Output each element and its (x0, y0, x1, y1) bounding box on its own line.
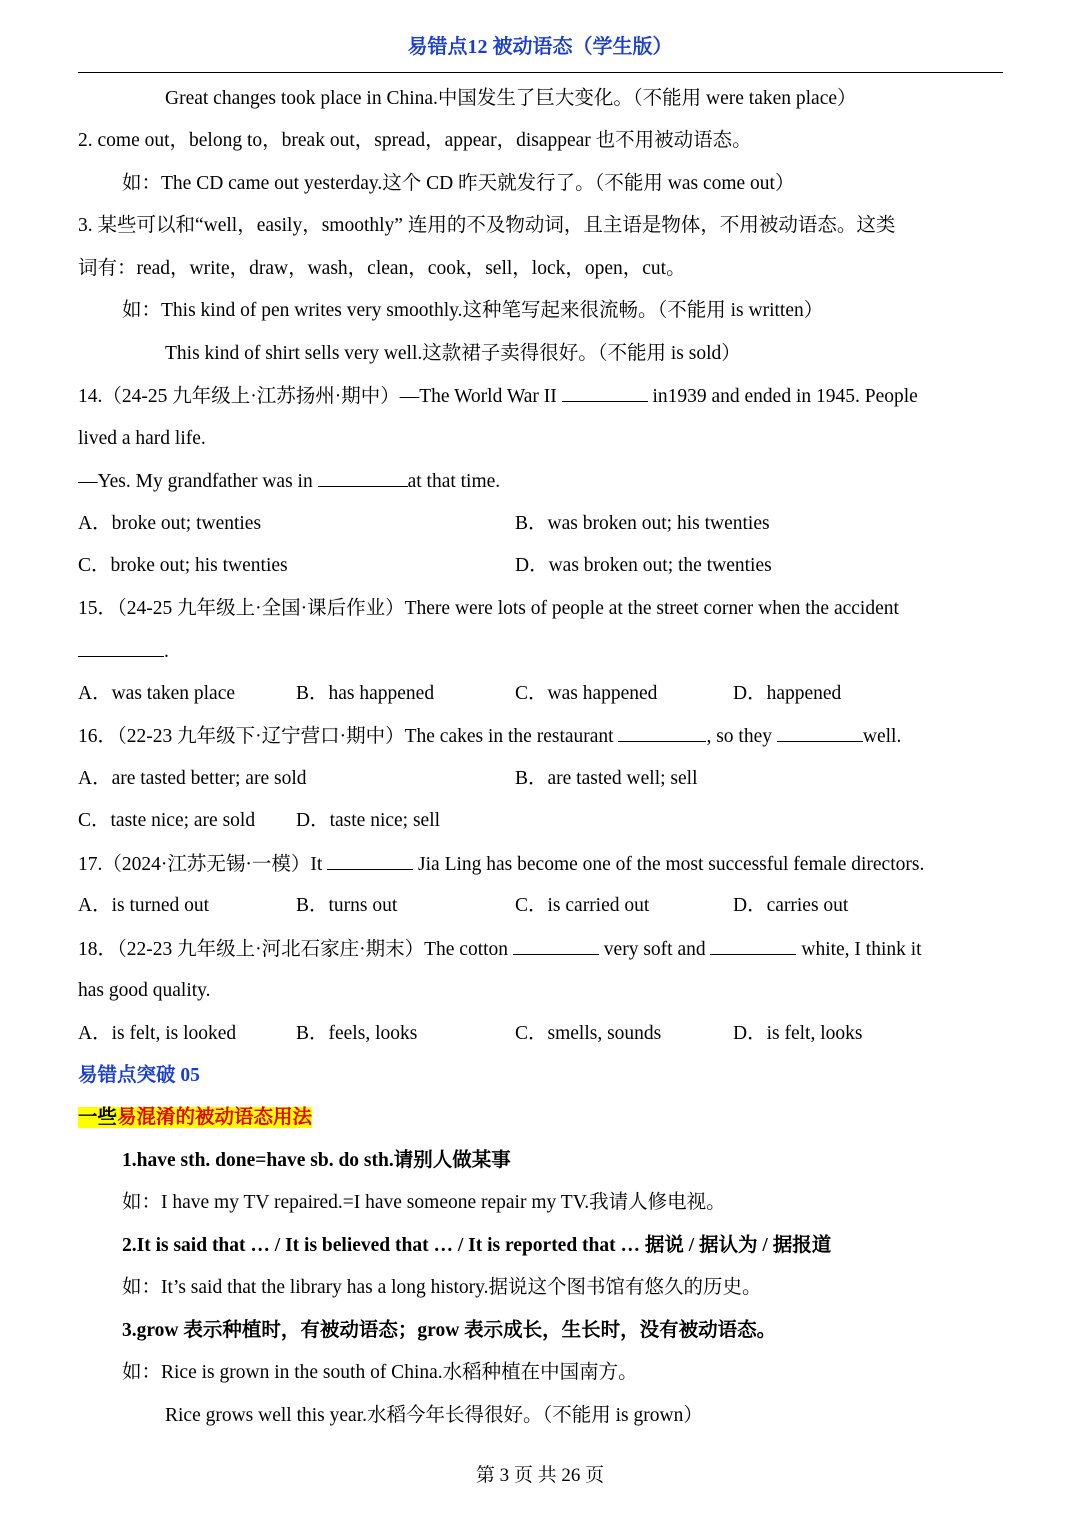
q14-blank-2[interactable] (318, 468, 408, 487)
q14-option-d[interactable]: D．was broken out; the twenties (515, 555, 772, 576)
q14-text-b: in1939 and ended in 1945. People (647, 386, 918, 407)
q15-blank-line (78, 638, 169, 665)
page-header-title: 易错点12 被动语态（学生版） (407, 36, 673, 58)
q18-text-b: very soft and (598, 939, 711, 960)
section-05-subtitle (78, 1105, 312, 1131)
question-16-stem (78, 723, 901, 750)
subtitle-highlight (78, 1107, 312, 1128)
point-3: 3.grow 表示种植时，有被动语态；grow 表示成长，生长时，没有被动语态。 (122, 1320, 777, 1341)
q15-option-d[interactable]: D．happened (733, 683, 842, 704)
question-15-stem: 15．（24-25 九年级上·全国·课后作业）There were lots of people at the street corner when the accident (78, 598, 899, 619)
point-1: 1.have sth. done=have sb. do sth.请别人做某事 (122, 1150, 511, 1171)
point-1-example: 如：I have my TV repaired.=I have someone repair my TV.我请人修电视。 (122, 1192, 726, 1213)
q15-option-b[interactable]: B．has happened (296, 683, 435, 704)
q14-option-c[interactable]: C．broke out; his twenties (78, 555, 288, 576)
question-14-stem (78, 383, 918, 410)
q15-text-b: . (164, 641, 169, 662)
q18-option-c[interactable]: C．smells, sounds (515, 1023, 662, 1044)
q14-text-d: —Yes. My grandfather was in (78, 471, 318, 492)
q14-option-a[interactable]: A．broke out; twenties (78, 513, 262, 534)
note1-example: Great changes took place in China.中国发生了巨大变化。（不能用 were taken place） (165, 88, 857, 109)
note2: 2. come out，belong to，break out，spread，appear，disappear 也不用被动语态。 (78, 130, 752, 151)
q17-text-a: 17.（2024·江苏无锡·一模）It (78, 854, 328, 875)
page-footer: 第 3 页 共 26 页 (475, 1465, 605, 1486)
q15-blank[interactable] (78, 638, 164, 657)
header-rule (78, 72, 1003, 73)
q17-option-d[interactable]: D．carries out (733, 895, 849, 916)
section-05-title: 易错点突破 05 (78, 1065, 200, 1086)
q18-blank-1[interactable] (513, 936, 599, 955)
q18-option-a[interactable]: A．is felt, is looked (78, 1023, 237, 1044)
q15-option-c[interactable]: C．was happened (515, 683, 658, 704)
q18-text-a: 18．（22-23 九年级上·河北石家庄·期末）The cotton (78, 939, 513, 960)
q16-blank-1[interactable] (618, 723, 706, 742)
q14-reply (78, 468, 500, 495)
q16-option-c[interactable]: C．taste nice; are sold (78, 810, 256, 831)
q16-text-a: 16．（22-23 九年级下·辽宁营口·期中）The cakes in the restaurant (78, 726, 619, 747)
q14-text-e: at that time. (407, 471, 501, 492)
subtitle-black: 一些 (78, 1107, 118, 1128)
q18-blank-2[interactable] (710, 936, 796, 955)
q17-option-b[interactable]: B．turns out (296, 895, 398, 916)
q16-text-c: well. (862, 726, 902, 747)
q17-text-b: Jia Ling has become one of the most successful female directors. (413, 854, 925, 875)
point-3-example2: Rice grows well this year.水稻今年长得很好。（不能用 is grown） (165, 1405, 703, 1426)
q16-option-a[interactable]: A．are tasted better; are sold (78, 768, 307, 789)
q14-option-b[interactable]: B．was broken out; his twenties (515, 513, 770, 534)
note3-line2: 词有：read，write，draw，wash，clean，cook，sell，lock，open，cut。 (78, 258, 686, 279)
q15-option-a[interactable]: A．was taken place (78, 683, 236, 704)
q18-text-d: has good quality. (78, 980, 211, 1001)
note3-example2: This kind of shirt sells very well.这款裙子卖得很好。（不能用 is sold） (165, 343, 741, 364)
q18-option-b[interactable]: B．feels, looks (296, 1023, 418, 1044)
subtitle-red: 易混淆的被动语态用法 (117, 1107, 313, 1128)
note3-line1: 3. 某些可以和“well，easily，smoothly” 连用的不及物动词，且主语是物体，不用被动语态。这类 (78, 215, 896, 236)
q17-option-c[interactable]: C．is carried out (515, 895, 650, 916)
q16-text-b: , so they (706, 726, 777, 747)
q17-blank[interactable] (327, 851, 413, 870)
q16-blank-2[interactable] (777, 723, 863, 742)
q16-option-b[interactable]: B．are tasted well; sell (515, 768, 698, 789)
q14-text-c: lived a hard life. (78, 428, 206, 449)
q18-text-c: white, I think it (796, 939, 922, 960)
point-2-example: 如：It’s said that the library has a long history.据说这个图书馆有悠久的历史。 (122, 1277, 762, 1298)
q14-text-a: 14.（24-25 九年级上·江苏扬州·期中）—The World War II (78, 386, 562, 407)
question-17-stem (78, 851, 924, 878)
note3-example1: 如：This kind of pen writes very smoothly.这种笔写起来很流畅。（不能用 is written） (122, 300, 824, 321)
q17-option-a[interactable]: A．is turned out (78, 895, 210, 916)
note2-example: 如：The CD came out yesterday.这个 CD 昨天就发行了。（不能用 was come out） (122, 173, 795, 194)
question-18-stem (78, 936, 922, 963)
q18-option-d[interactable]: D．is felt, looks (733, 1023, 863, 1044)
q14-blank-1[interactable] (562, 383, 648, 402)
point-2: 2.It is said that … / It is believed that … / It is reported that … 据说 / 据认为 / 据报道 (122, 1235, 832, 1256)
q16-option-d[interactable]: D．taste nice; sell (296, 810, 441, 831)
point-3-example1: 如：Rice is grown in the south of China.水稻种植在中国南方。 (122, 1362, 638, 1383)
